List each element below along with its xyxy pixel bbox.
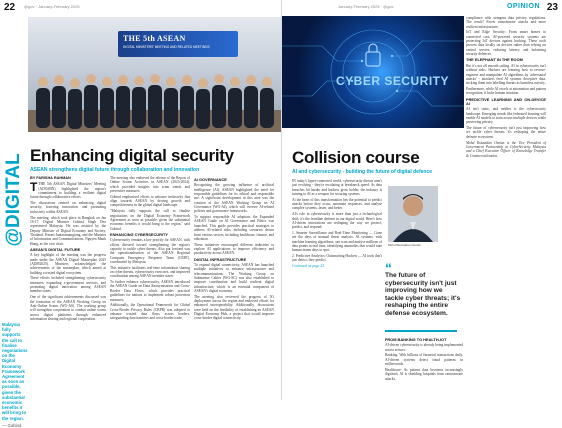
paragraph: A key highlight of the meeting was the progress made under the ASEAN Digital Masterplan 2025 (ADM2025). Ministers acknowledged the achievements of the masterplan, which aimed at building a trusted digital ecosystem.	[30, 253, 106, 275]
page-number: 22	[4, 2, 16, 13]
article-headline: Enhancing digital security	[30, 146, 234, 165]
paragraph: But it's not all smooth sailing. AI in cybersecurity isn't without risks. Hackers are learning how to reverse-engineer and manipulate AI algorithms by 'adversarial attacks' - attackers feed AI systems deceptive data, tricking them into labelling threats as harmless activity.	[466, 63, 546, 86]
continuation-note: Continued on page 24	[292, 264, 324, 269]
paragraph: These initiatives encouraged different industries to explore AI applications to improve efficiency and productivity across ASEAN.	[194, 242, 274, 256]
paragraph: This initiative facilitates real-time information sharing on cyber threats, cybersecurity exercises, and improved coordination among ASEAN member states.	[110, 265, 190, 279]
paragraph: AI-driven cybersecurity is already being implemented across sectors:	[385, 343, 463, 352]
article-column-2	[385, 336, 463, 398]
pull-quote: Malaysia fully supports the call to finalise negotiations on the Digital Economy Framework Agreement as soon as possible, given the substantial economic benefits it will bring to the region. — Gobind	[2, 322, 28, 428]
paragraph: TTHE 5th ASEAN Digital Ministers' Meeting (ADGMIN) highlighted the region's commitment to building a resilient digital future through collaborative efforts.	[30, 180, 106, 200]
paragraph: The future of cybersecurity isn't just improving how we tackle cyber threats; it's reshaping the entire defense ecosystem.	[466, 126, 546, 139]
paragraph: Healthcare: As patient data becomes increasingly digitised, AI is shielding hospitals from ransomware attacks.	[385, 367, 463, 381]
paragraph: To support responsible AI adoption, the Expanded ASEAN Guide on AI Governance and Ethics was launched. This guide provides practical strategies to address AI-related risks, including scenarios drawn from various sectors, including healthcare, finance, and education.	[194, 215, 274, 241]
article-subheading: ASEAN strengthens digital future through collaboration and innovation	[30, 167, 200, 173]
paragraph: compliance with stringent data privacy regulations. The result? Fewer ransomware attacks and more resilient infrastructure.	[466, 16, 546, 29]
section-heading: DIGITAL INFRASTRUCTURE	[194, 256, 247, 262]
section-heading: AI GOVERNANCE	[194, 177, 227, 182]
banner-subtitle: DIGITAL MINISTERS' MEETING AND RELATED MEETINGS	[123, 45, 210, 49]
paragraph: These efforts included strengthening cybersecurity measures, expanding e-government services, and promoting digital innovation among ASEAN member states.	[30, 276, 106, 294]
event-photo	[28, 17, 281, 132]
event-banner	[118, 31, 238, 57]
paragraph: Recognising the growing influence of artificial intelligence (AI), ASEAN highlighted the need for responsible guidelines for its ethical and responsible use. A significant development in this area was the creation of the ASEAN Working Group on AI Governance (WG-AI), which will oversee AI-related policies and governance frameworks.	[194, 183, 274, 214]
right-page	[281, 0, 562, 400]
section-heading: ASEAN'S DIGITAL FUTURE	[30, 246, 81, 252]
pull-quote-attribution: — Gobind	[2, 422, 22, 428]
portrait-image	[388, 186, 438, 242]
paragraph: IN today's hyper-connected world, cybersecurity threats aren't just evolving - they're escalating at breakneck speed. As data breaches hit harder and hackers grow bolder, the industry is turning to AI as a weapon for securing systems.	[292, 179, 382, 197]
list-item: 1. Smarter Surveillance and Real-Time Monitoring — Gone are the days of manual threat analysis. AI systems, with machine learning algorithms, can scan and analyse millions of data points in real time, identifying anomalies that would take human teams days to spot.	[292, 230, 382, 253]
paragraph: The discussions centred on enhancing digital security, fostering innovation, and promoting inclusivity within ASEAN.	[30, 201, 106, 214]
quote-rule	[385, 330, 457, 332]
paragraph: IoT and Edge Security: From smart homes to connected cars, AI-powered security systems are protecting IoT devices against hacking. These tools process data locally on devices rather than relying on central servers, reducing latency and bolstering security defences.	[466, 30, 546, 57]
article-column-side	[466, 16, 546, 398]
article-subheading: AI and cybersecurity - building the future of digital defence	[292, 169, 433, 175]
paragraph: Banking: With billions of financial transactions daily, AI-driven systems detect fraud patterns in milliseconds.	[385, 353, 463, 367]
circuit-graphic	[282, 16, 464, 128]
byline: BY FARISHA RAHMAN	[30, 176, 71, 180]
portrait-caption: Mohd Roszaidan Osman	[388, 243, 422, 247]
paragraph: The meeting also reviewed the progress of 5G deployment across the region and endorsed efforts for enhanced interoperability. Additionally, discussions were held on the feasibility of establishing an ASEAN Digital Economy Hub, a project that would improve cross-border digital connectivity.	[194, 294, 274, 321]
paragraph: The meeting, which took place in Bangkok on Jan 16-17, Digital Minister Gobind Singh Deo represented Malaysia. He was assisted by the Deputy Minister of Digital Economy and Society, Thailand, Prasert Jantararuangtong, and the Minister of Information and Communications, Nguyen Manh Hung, as the vice chair.	[30, 215, 106, 246]
folio: January-February 2025 · @gov	[338, 4, 394, 9]
paragraph: Gobind emphasised efforts to advance inclusivity that align towards ASEAN by driving growth and competitiveness in the global digital landscape.	[110, 194, 190, 208]
banner-title: THE 5th ASEAN	[123, 34, 186, 43]
quote-mark-icon: “	[385, 260, 392, 276]
article-column-1	[292, 179, 382, 398]
section-heading: ENHANCING CYBERSECURITY	[110, 231, 168, 237]
section-brand: OPINION	[506, 3, 540, 10]
paragraph: Additionally, the Operational Framework for Global Cross-Border Privacy Rules (CBPR) was adopted to enhance trusted data flows across borders, safeguarding data transfers and cross-border trade.	[110, 303, 190, 321]
folio: @gov · January-February 2025	[24, 4, 80, 9]
section-heading: THE ELEPHANT IN THE ROOM	[466, 57, 523, 63]
paragraph: AI's role in cybersecurity is more than just a technological shift; it's the frontline defence in our digital world. Here's how AI-driven innovations are reshaping the way we protect, predict, and respond:	[292, 212, 382, 230]
paragraph: Cybersecurity remains a key priority for ASEAN, with efforts directed toward strengthening the region's capacity to tackle cyber threats. Also put forward was the operationalisation of the ASEAN Regional Computer Emergency Response Team (CERT), coordinated by Malaysia.	[110, 238, 190, 264]
cyber-security-photo	[282, 16, 464, 128]
article-column-1	[30, 176, 106, 398]
page-number: 23	[546, 2, 558, 13]
author-portrait	[388, 186, 438, 242]
paragraph: Furthermore, while AI excels at automation and pattern recognition, it lacks human intuition.	[466, 86, 546, 96]
section-heading: FROM BANKING TO HEALTH-IOT	[385, 337, 447, 342]
paragraph: The meeting also endorsed the release of the Report of Online Scams Activities in ASEAN (2023-2024), which provided insights into scam trends and preventive measures.	[110, 176, 190, 194]
list-item: 2. Predictive Analytics: Outsmarting Hackers — AI tools don't just detect; they predict.	[292, 254, 382, 263]
article-headline: Collision course	[292, 148, 420, 167]
paragraph: At the heart of this transformation lies the potential to predict attacks before they occur, automate responses, and analyse complex systems, faster, and better.	[292, 197, 382, 211]
paragraph: One of the significant achievements discussed was the formation of the ASEAN Working Group on Anti-Online Scams (WG-AS). The working group will strengthen cooperation to combat online scams across digital platforms through enhanced information sharing and regional cooperation.	[30, 295, 106, 321]
paragraph: AI isn't static, and neither is the cybersecurity landscape. Emerging trends like federated learning will enable AI models to train across multiple devices while preserving privacy.	[466, 107, 546, 125]
pull-quote: “ The future of cybersecurity isn't just improving how we tackle cyber threats; it's reshaping the entire defense ecosystem.	[385, 264, 463, 318]
paragraph: "Malaysia fully supports the call to finalise negotiations on the Digital Economy Framework Agreement as soon as possible, given the substantial economic benefits it would bring to the region," said Gobind.	[110, 209, 190, 231]
section-heading: PREDICTIVE LEARNING AND ON-DEVICE AI	[466, 96, 546, 106]
paragraph: To expand digital connectivity, ASEAN has launched multiple initiatives to enhance infrastructure and telecommunications. The Working Group on Submarine Cables (WG-SC) was also established to improve coordination and build resilient digital infrastructure, which is an essential component of ASEAN's digital economy.	[194, 262, 274, 294]
article-column-2	[110, 176, 190, 398]
article-column-3	[194, 176, 274, 398]
delegates-group-image	[28, 70, 281, 132]
photo-caption-text: CYBER SECURITY	[336, 74, 450, 88]
section-tag: @DIGITAL	[3, 153, 24, 247]
author-bio: Mohd Roszaidan Osman is the Vice President of Government Partnership at CyberSecurity Malaysia and a Chief Executive Officer of Knowledge Transfer & Commercialisation.	[466, 140, 546, 158]
paragraph: To further enhance cybersecurity, ASEAN introduced the ASEAN Guide on Data Anonymisation and Cross-Border Data Flows, which provides practical guidelines for nations to implement robust protection measures.	[110, 280, 190, 302]
